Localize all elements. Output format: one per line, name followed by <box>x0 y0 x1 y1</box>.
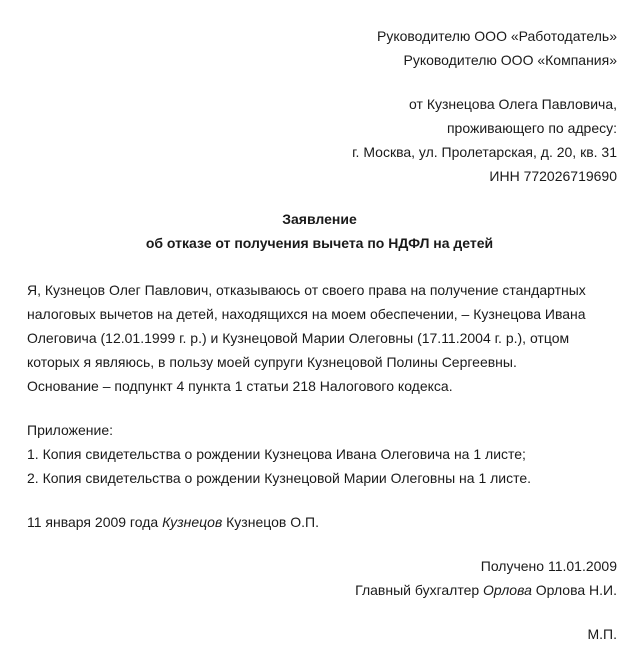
attachment-item: 2. Копия свидетельства о рождении Кузнецовой Марии Олеговны на 1 листе. <box>27 470 532 486</box>
attachments-heading: Приложение: <box>27 422 114 438</box>
accountant-name: Орлова Н.И. <box>535 582 617 598</box>
body-line: Я, Кузнецов Олег Павлович, отказываюсь от своего права на получение стандартных <box>27 282 586 298</box>
handwritten-signature: Кузнецов <box>162 514 223 530</box>
body-line: налоговых вычетов на детей, находящихся на моем обеспечении, – Кузнецова Ивана <box>27 306 586 322</box>
signature-name: Кузнецов О.П. <box>226 514 319 530</box>
signature-date: 11 января 2009 года <box>27 514 159 530</box>
accountant-handwritten-signature: Орлова <box>483 582 532 598</box>
signature-line <box>27 513 319 531</box>
address-line: г. Москва, ул. Пролетарская, д. 20, кв. 31 <box>352 144 617 160</box>
body-line: Основание – подпункт 4 пункта 1 статьи 218 Налогового кодекса. <box>27 378 453 394</box>
addressee-line-2: Руководителю ООО «Компания» <box>403 52 617 68</box>
addressee-line-1: Руководителю ООО «Работодатель» <box>377 28 617 44</box>
from-line: от Кузнецова Олега Павловича, <box>409 96 617 112</box>
received-line: Получено 11.01.2009 <box>480 558 617 574</box>
document-subtitle: об отказе от получения вычета по НДФЛ на детей <box>145 235 494 251</box>
body-line: Олеговича (12.01.1999 г. р.) и Кузнецовой Марии Олеговны (17.11.2004 г. р.), отцом <box>27 330 570 346</box>
body-line: которых я являюсь, в пользу моей супруги Кузнецовой Полины Сергеевны. <box>27 354 517 370</box>
inn-line: ИНН 772026719690 <box>489 168 617 184</box>
document-title: Заявление <box>282 211 357 227</box>
residing-line: проживающего по адресу: <box>446 120 617 136</box>
accountant-line <box>355 581 617 599</box>
accountant-role: Главный бухгалтер <box>355 582 480 598</box>
stamp-place: М.П. <box>587 626 617 642</box>
attachment-item: 1. Копия свидетельства о рождении Кузнецова Ивана Олеговича на 1 листе; <box>27 446 526 462</box>
